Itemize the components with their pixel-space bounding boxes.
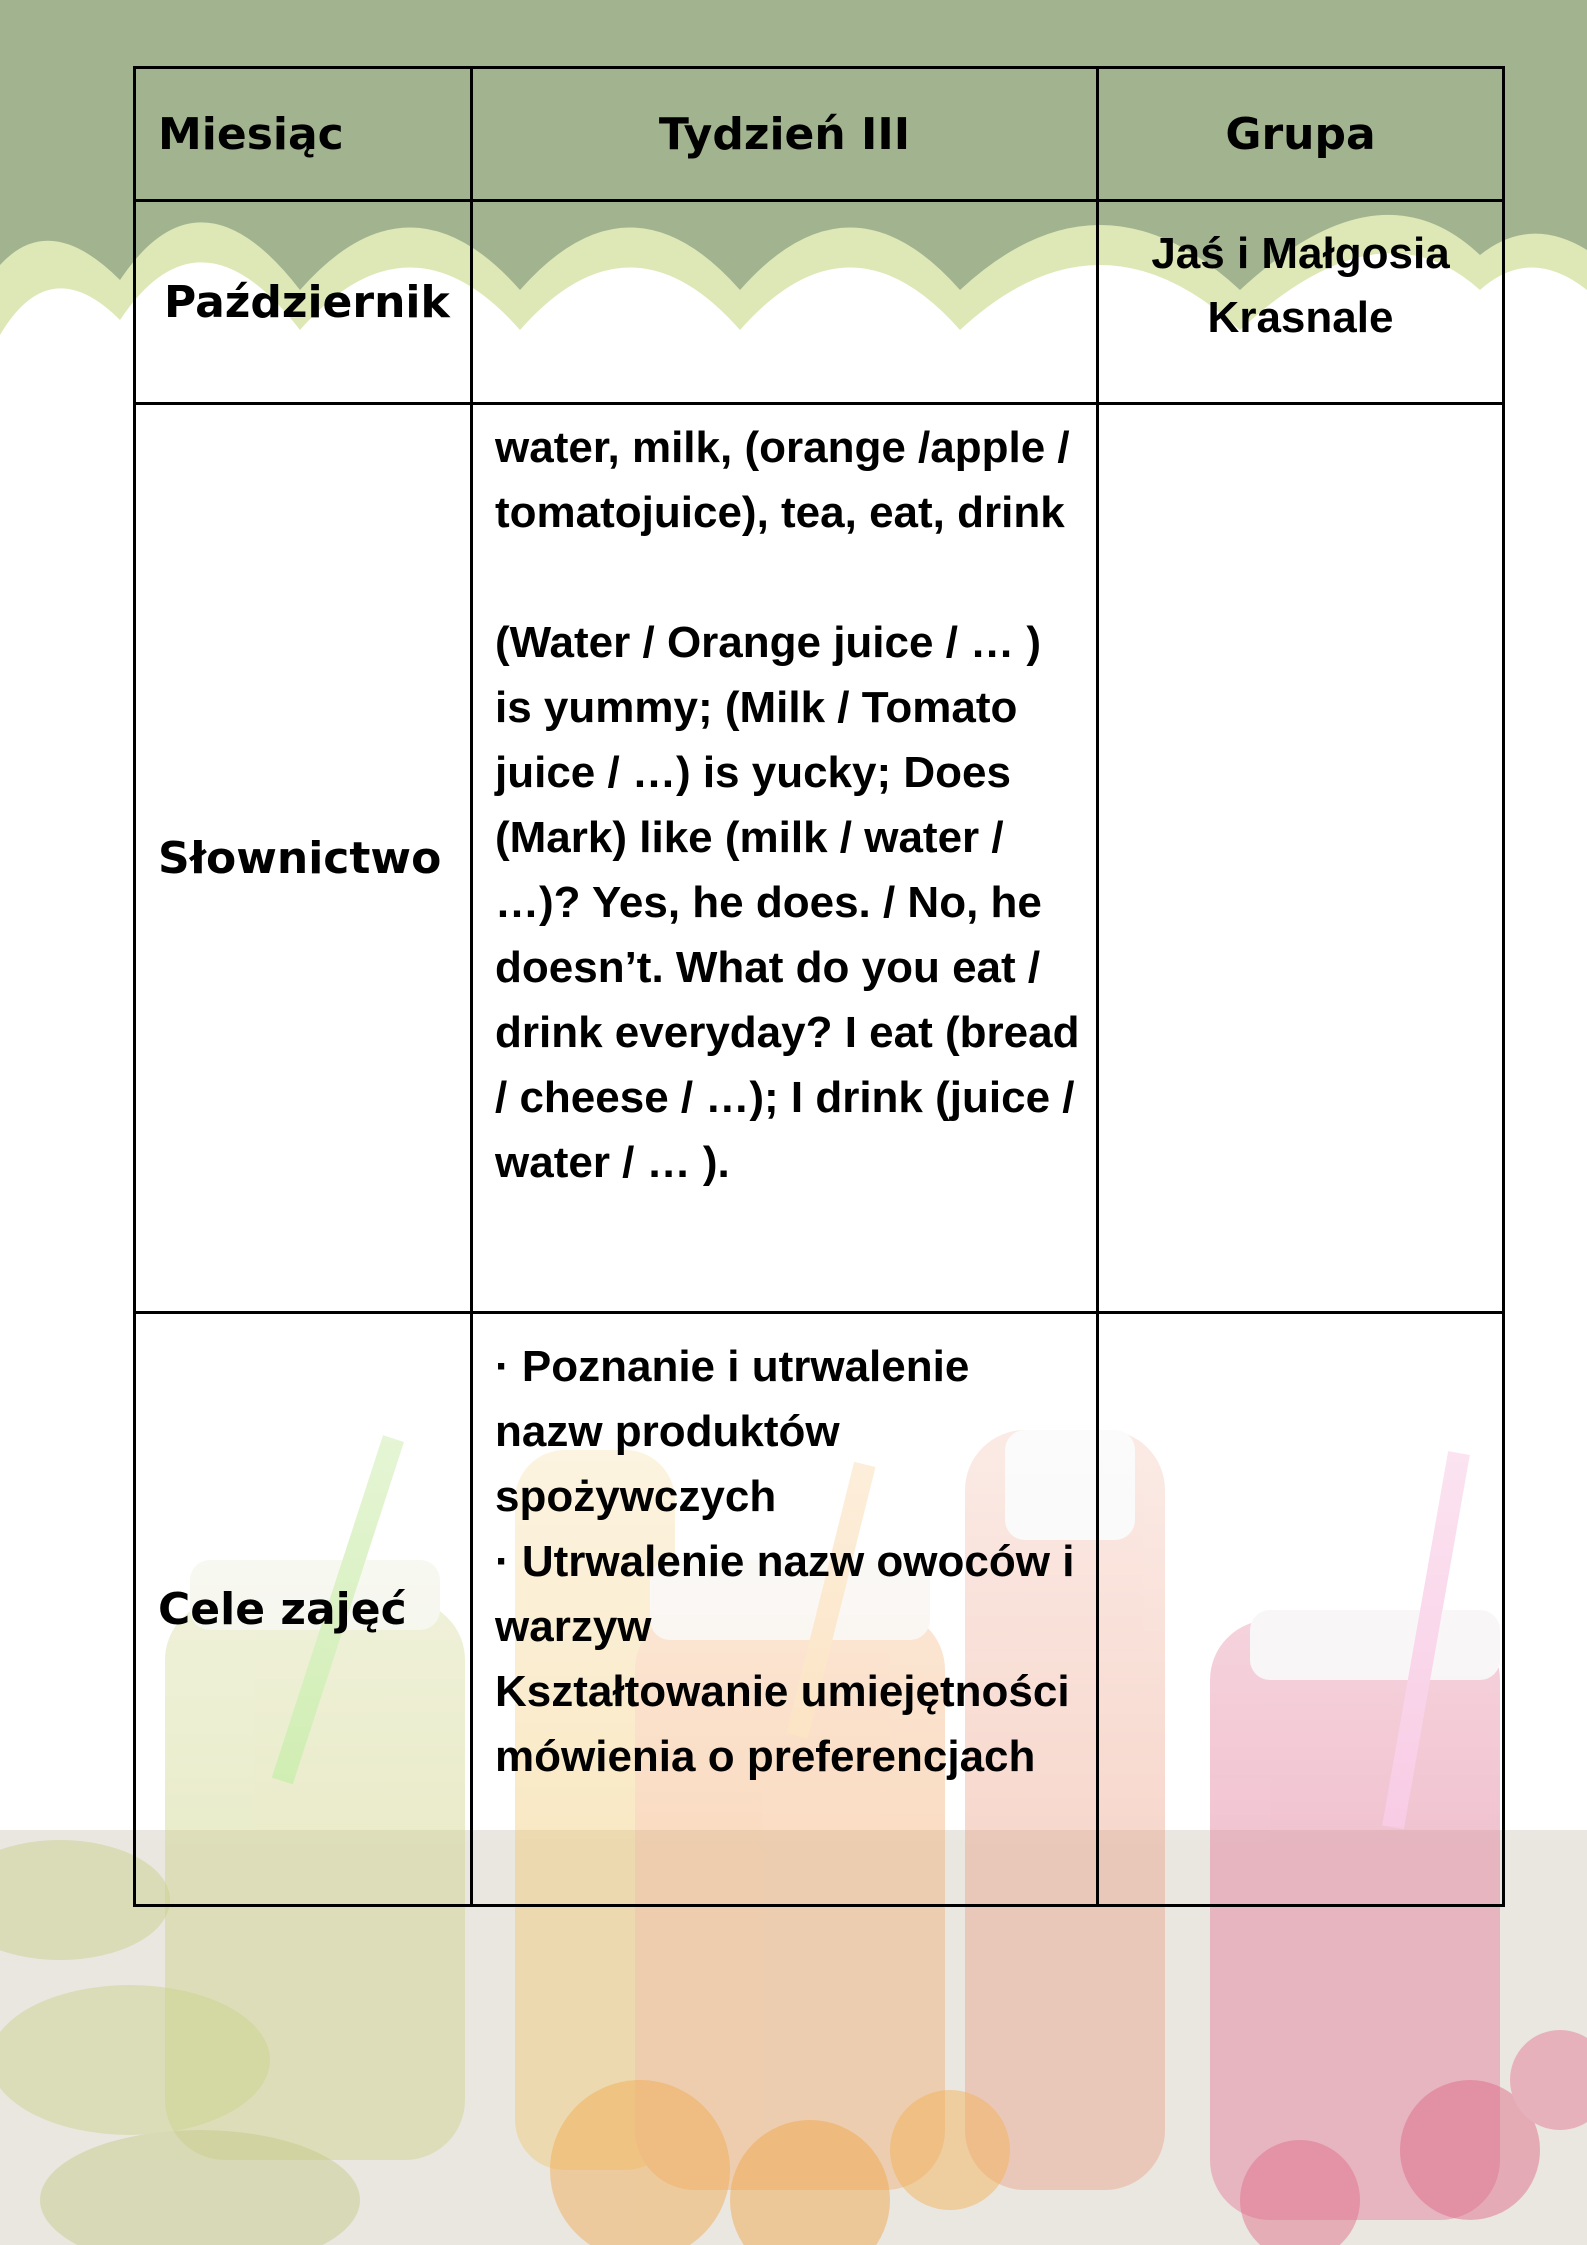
month-value-cell xyxy=(135,201,472,404)
goals-extra-cell xyxy=(1098,1313,1504,1906)
info-row xyxy=(135,201,1504,404)
month-header-cell xyxy=(135,68,472,201)
goals-content-cell xyxy=(472,1313,1098,1906)
group-header-cell xyxy=(1098,68,1504,201)
goal-item: Kształtowanie umiejętności mówienia o preferencjach xyxy=(495,1667,1070,1781)
group-name-line2: Krasnale xyxy=(1207,293,1394,342)
vocabulary-phrases: (Water / Orange juice / … ) is yummy; (Milk / Tomato juice / …) is yucky; Does (Mark) like (milk / water / …)? Yes, he does. / No, he doesn’t. What do you eat / drink everyday? I eat (bread / cheese / …); I drink (juice / water / … ). xyxy=(495,618,1080,1187)
header-row xyxy=(135,68,1504,201)
goal-item: · Utrwalenie nazw owoców i warzyw xyxy=(495,1537,1075,1651)
week-header-cell xyxy=(472,68,1098,201)
lesson-plan-table xyxy=(133,66,1505,1907)
week-header: Tydzień III xyxy=(658,108,911,160)
month-value: Październik xyxy=(164,276,450,328)
goals-label-cell xyxy=(135,1313,472,1906)
week-value-cell xyxy=(472,201,1098,404)
vocabulary-label-cell xyxy=(135,404,472,1313)
goals-label: Cele zajęć xyxy=(158,1583,407,1635)
vocabulary-words: water, milk, (orange /apple / tomatojuice), tea, eat, drink xyxy=(495,423,1070,537)
group-header: Grupa xyxy=(1225,108,1376,160)
group-value-cell xyxy=(1098,201,1504,404)
goal-item: · Poznanie i utrwalenie nazw produktów spożywczych xyxy=(495,1342,970,1521)
goals-row xyxy=(135,1313,1504,1906)
vocabulary-row xyxy=(135,404,1504,1313)
vocabulary-content-cell xyxy=(472,404,1098,1313)
vocabulary-label: Słownictwo xyxy=(158,832,442,884)
group-name-line1: Jaś i Małgosia xyxy=(1151,229,1450,278)
paragraph-gap xyxy=(495,545,1082,610)
month-header: Miesiąc xyxy=(158,108,344,160)
vocabulary-extra-cell xyxy=(1098,404,1504,1313)
